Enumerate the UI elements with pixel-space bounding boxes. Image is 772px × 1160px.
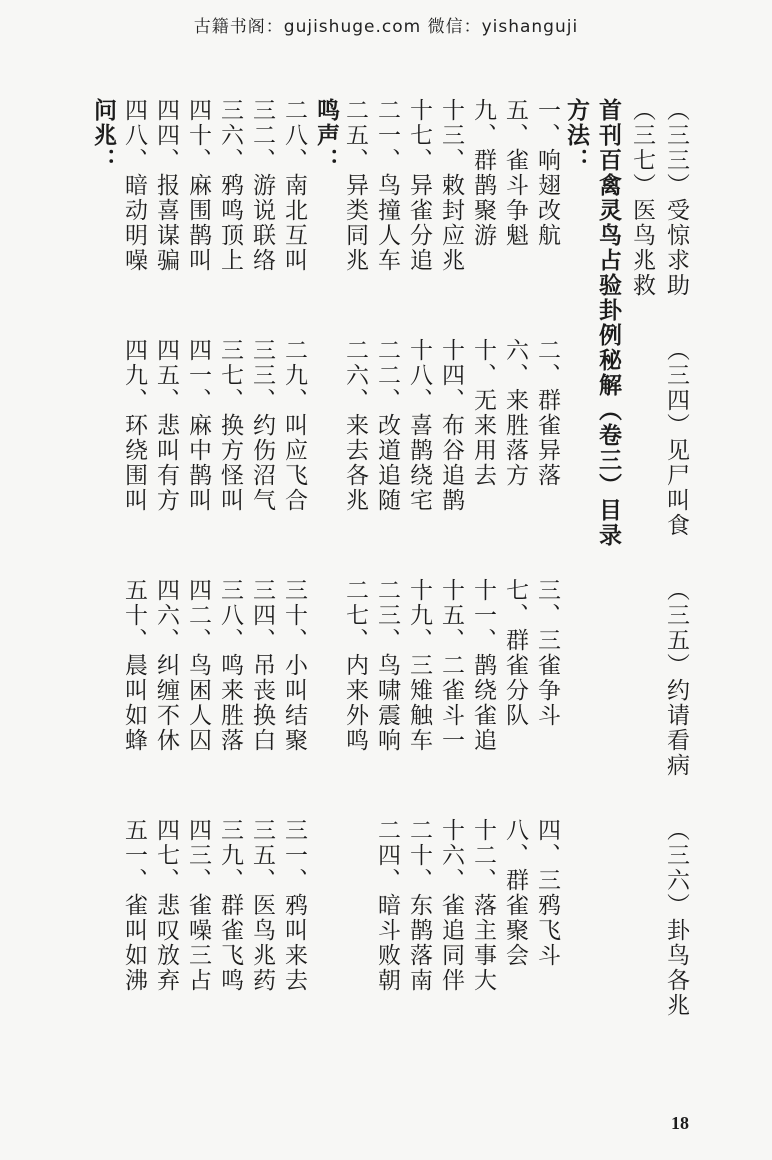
toc-entry: 四一、麻中鹊叫: [185, 338, 211, 513]
toc-entry: （三六）卦鸟各兆: [663, 818, 689, 1018]
toc-entry: 七、群雀分队: [502, 578, 528, 728]
toc-entry: 四八、暗动明噪: [121, 98, 147, 273]
toc-entry: 十四、布谷追鹊: [438, 338, 464, 513]
watermark: 古籍书阁：gujishuge.com 微信：yishanguji: [193, 17, 579, 37]
toc-entry: 四六、纠缠不休: [153, 578, 179, 753]
toc-entry: 八、群雀聚会: [502, 818, 528, 968]
toc-entry: 二四、暗斗败朝: [374, 818, 400, 993]
toc-entry: 五、雀斗争魁: [502, 98, 528, 248]
toc-entry: 二五、异类同兆: [342, 98, 368, 273]
toc-entry: 二三、鸟啸震响: [374, 578, 400, 753]
toc-entry: 十九、三雉触车: [406, 578, 432, 753]
section-heading-method: 方法：: [563, 98, 590, 173]
toc-entry: 三二、游说联络: [249, 98, 275, 273]
page-number: 18: [671, 1113, 689, 1133]
toc-entry: 四七、悲叹放弃: [153, 818, 179, 993]
toc-entry: 十八、喜鹊绕宅: [406, 338, 432, 513]
toc-entry: 一、响翅改航: [534, 98, 560, 248]
toc-entry: 三四、吊丧换白: [249, 578, 275, 753]
toc-entry: 四十、麻围鹊叫: [185, 98, 211, 273]
toc-entry: 二九、叫应飞合: [281, 338, 307, 513]
toc-entry: 二十、东鹊落南: [406, 818, 432, 993]
toc-entry: 十、无来用去: [470, 338, 496, 488]
toc-entry: 三七、换方怪叫: [217, 338, 243, 513]
toc-entry: 二二、改道追随: [374, 338, 400, 513]
toc-entry: 十二、落主事大: [470, 818, 496, 993]
toc-entry: 三三、约伤沼气: [249, 338, 275, 513]
toc-entry: 四、三鸦飞斗: [534, 818, 560, 968]
toc-entry: 四二、鸟困人囚: [185, 578, 211, 753]
toc-entry: 三一、鸦叫来去: [281, 818, 307, 993]
toc-entry: 三五、医鸟兆药: [249, 818, 275, 993]
toc-entry: （三七）医鸟兆救: [629, 98, 655, 298]
toc-entry: 四五、悲叫有方: [153, 338, 179, 513]
toc-entry: （三三）受惊求助: [663, 98, 689, 298]
section-heading-omen: 问兆：: [90, 98, 117, 173]
toc-entry: 十六、雀追同伴: [438, 818, 464, 993]
toc-entry: 十三、敕封应兆: [438, 98, 464, 273]
toc-entry: 五一、雀叫如沸: [121, 818, 147, 993]
toc-entry: 三八、鸣来胜落: [217, 578, 243, 753]
toc-entry: 二一、鸟撞人车: [374, 98, 400, 273]
toc-entry: 二六、来去各兆: [342, 338, 368, 513]
toc-entry: 三六、鸦鸣顶上: [217, 98, 243, 273]
toc-entry: 二七、内来外鸣: [342, 578, 368, 753]
section-heading-cry: 鸣声：: [313, 98, 340, 173]
toc-entry: 二、群雀异落: [534, 338, 560, 488]
toc-entry: 三九、群雀飞鸣: [217, 818, 243, 993]
toc-entry: 六、来胜落方: [502, 338, 528, 488]
toc-entry: 三十、小叫结聚: [281, 578, 307, 753]
toc-entry: （三四）见尸叫食: [663, 338, 689, 538]
toc-entry: 三、三雀争斗: [534, 578, 560, 728]
toc-entry: 四九、环绕围叫: [121, 338, 147, 513]
toc-entry: 四三、雀噪三占: [185, 818, 211, 993]
toc-entry: 十一、鹊绕雀追: [470, 578, 496, 753]
toc-entry: 十七、异雀分追: [406, 98, 432, 273]
toc-entry: 九、群鹊聚游: [470, 98, 496, 248]
toc-entry: 四四、报喜谋骗: [153, 98, 179, 273]
toc-entry: 十五、二雀斗一: [438, 578, 464, 753]
toc-entry: （三五）约请看病: [663, 578, 689, 778]
toc-entry: 二八、南北互叫: [281, 98, 307, 273]
toc-title: 首刊百禽灵鸟占验卦例秘解（卷三）目录: [595, 98, 622, 548]
toc-entry: 五十、晨叫如蜂: [121, 578, 147, 753]
